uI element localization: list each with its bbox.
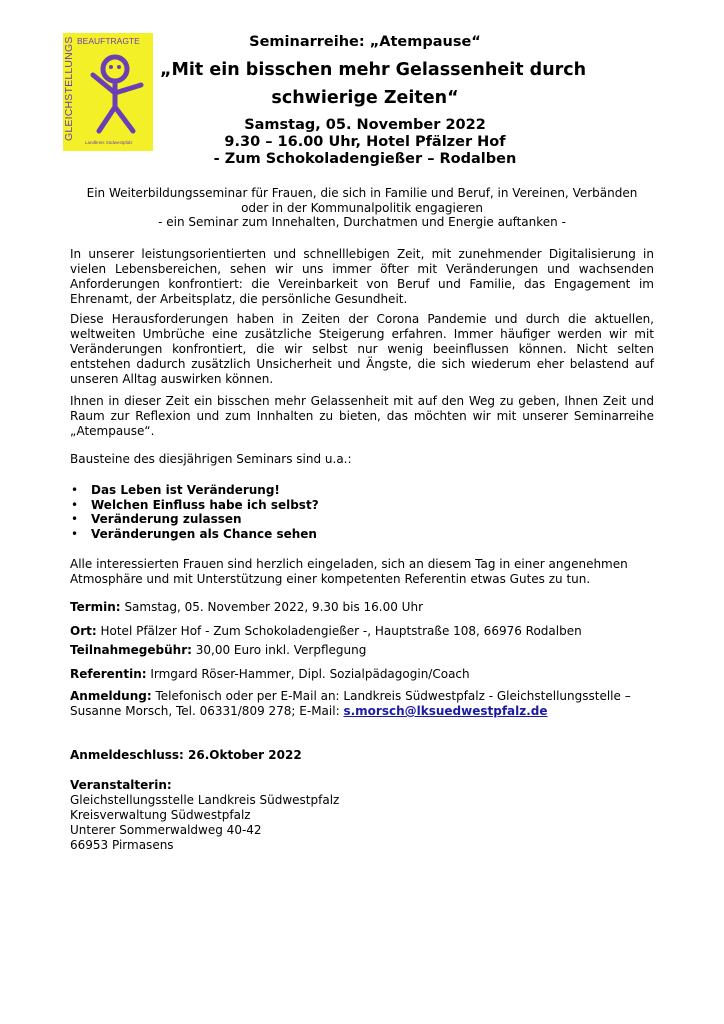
stick-figure-icon: [75, 45, 151, 141]
referentin-row: [70, 667, 470, 682]
paragraph-3: Ihnen in dieser Zeit ein bisschen mehr Gelassenheit mit auf den Weg zu geben, Ihnen Zeit und Raum zur Reflexion und zum Innhalten zu bieten, das möchten wir mit unserer Seminarreihe „Atempause“.: [70, 394, 654, 438]
list-item: • Veränderungen als Chance sehen: [70, 527, 319, 542]
title-line-1: „Mit ein bisschen mehr Gelassenheit durch: [160, 60, 587, 80]
intro-block: [70, 186, 654, 230]
anmeldung-label: Anmeldung:: [70, 689, 152, 703]
event-date: Samstag, 05. November 2022: [244, 117, 486, 133]
paragraph-1: In unserer leistungsorientierten und schnelllebigen Zeit, mit zunehmender Digitalisierung in vielen Lebensbereichen, sehen wir uns immer öfter mit Veränderungen und wachsenden Anforderungen konfrontiert: die Vereinbarkeit von Beruf und Familie, das Engagement im Ehrenamt, der Arbeitsplatz, die persönliche Gesundheit.: [70, 247, 654, 306]
organizer-line-4: 66953 Pirmasens: [70, 838, 174, 852]
ort-label: Ort:: [70, 624, 97, 638]
termin-label: Termin:: [70, 600, 121, 614]
referentin-value: Irmgard Röser-Hammer, Dipl. Sozialpädagogin/Coach: [150, 667, 470, 681]
gleichstellungs-logo: [63, 33, 153, 151]
seminar-series: Seminarreihe: „Atempause“: [249, 34, 481, 50]
list-item: • Das Leben ist Veränderung!: [70, 483, 319, 498]
title-line-2: schwierige Zeiten“: [271, 88, 459, 108]
gebuehr-row: [70, 643, 366, 658]
organizer-line-1: Gleichstellungsstelle Landkreis Südwestpfalz: [70, 793, 340, 807]
anmeldeschluss: [70, 748, 302, 763]
ort-row: [70, 624, 582, 639]
organizer-label-row: [70, 778, 172, 793]
anmeldung-value-2: Susanne Morsch, Tel. 06331/809 278; E-Mail:: [70, 704, 340, 718]
anmeldung-row-2: [70, 704, 548, 719]
anmeldung-value-1: Telefonisch oder per E-Mail an: Landkreis Südwestpfalz - Gleichstellungsstelle –: [155, 689, 631, 703]
invite-line-1: Alle interessierten Frauen sind herzlich eingeladen, sich an diesem Tag in einer angenehmen: [70, 557, 628, 571]
list-item: • Welchen Einfluss habe ich selbst?: [70, 498, 319, 513]
intro-line-1: Ein Weiterbildungsseminar für Frauen, die sich in Familie und Beruf, in Vereinen, Verbänden: [86, 186, 638, 200]
logo-vertical-text: GLEICHSTELLUNGS: [63, 36, 75, 141]
bausteine-intro: Bausteine des diesjährigen Seminars sind u.a.:: [70, 452, 352, 466]
referentin-label: Referentin:: [70, 667, 147, 681]
termin-value: Samstag, 05. November 2022, 9.30 bis 16.00 Uhr: [124, 600, 424, 614]
organizer-line-3: Unterer Sommerwaldweg 40-42: [70, 823, 262, 837]
organizer-line-2: Kreisverwaltung Südwestpfalz: [70, 808, 251, 822]
logo-top-text: BEAUFTRAGTE: [77, 36, 140, 46]
gebuehr-label: Teilnahmegebühr:: [70, 643, 192, 657]
email-link[interactable]: s.morsch@lksuedwestpfalz.de: [343, 704, 548, 718]
intro-line-3: - ein Seminar zum Innehalten, Durchatmen und Energie auftanken -: [158, 215, 566, 230]
anmeldung-row: [70, 689, 631, 704]
bausteine-list: [70, 483, 319, 541]
gebuehr-value: 30,00 Euro inkl. Verpflegung: [195, 643, 367, 657]
organizer-label: Veranstalterin:: [70, 778, 172, 792]
event-place: - Zum Schokoladengießer – Rodalben: [213, 151, 517, 167]
intro-line-2: oder in der Kommunalpolitik engagieren: [241, 200, 483, 215]
ort-value: Hotel Pfälzer Hof - Zum Schokoladengießer -, Hauptstraße 108, 66976 Rodalben: [100, 624, 582, 638]
event-time-place: 9.30 – 16.00 Uhr, Hotel Pfälzer Hof: [224, 134, 506, 150]
logo-small-text: Landkreis Südwestpfalz: [85, 140, 133, 145]
list-item: • Veränderung zulassen: [70, 512, 319, 527]
termin-row: [70, 600, 423, 615]
invite-line-2: Atmosphäre und mit Unterstützung einer kompetenten Referentin etwas Gutes zu tun.: [70, 572, 591, 586]
paragraph-2: Diese Herausforderungen haben in Zeiten der Corona Pandemie und durch die aktuellen, weltweiten Umbrüche eine zusätzliche Steigerung erfahren. Immer häufiger werden wir mit Veränderungen konfrontiert, die wir selbst nur wenig beeinflussen können. Nicht selten entstehen dadurch zusätzlich Unsicherheit und Ängste, die sich wiederum eher belastend auf unseren Alltag auswirken können.: [70, 312, 654, 386]
anmeldeschluss-text: Anmeldeschluss: 26.Oktober 2022: [70, 748, 302, 762]
